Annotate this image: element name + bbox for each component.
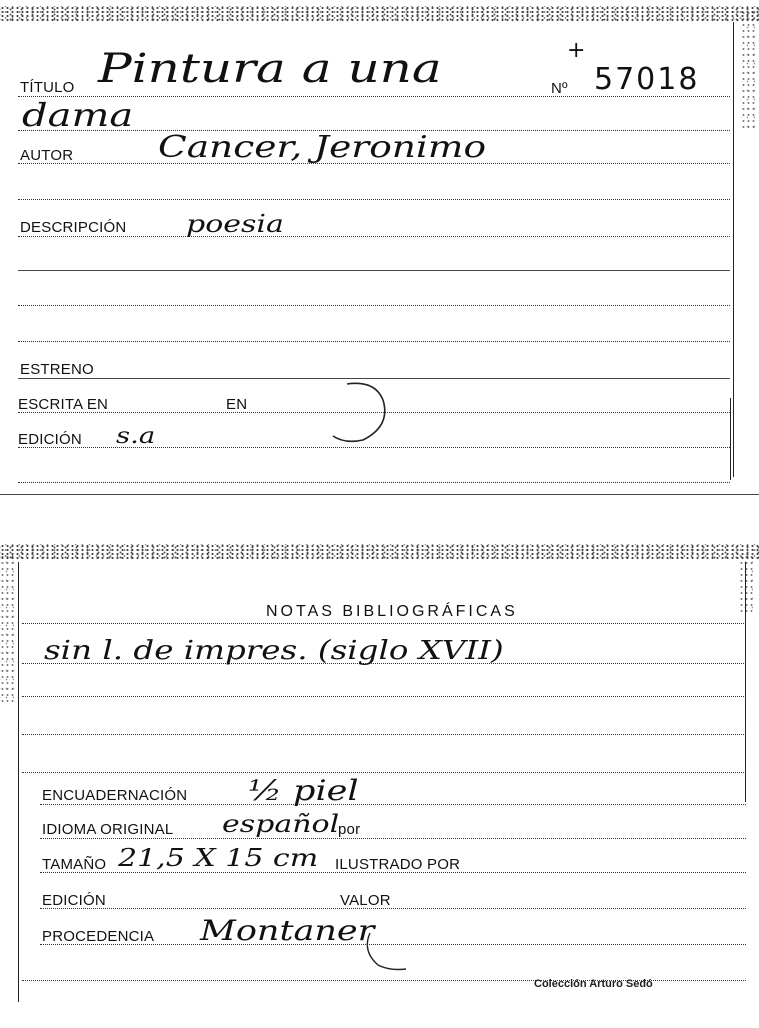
- notes-rule: [22, 623, 746, 624]
- notes-heading: NOTAS BIBLIOGRÁFICAS: [266, 603, 518, 620]
- binding-value: ½ piel: [248, 774, 359, 807]
- card-bottom-edge: [0, 494, 759, 495]
- description-rule-4: [18, 341, 730, 342]
- card-edge-texture: [741, 10, 755, 130]
- original-language-label: IDIOMA ORIGINAL: [42, 821, 174, 838]
- card-edge-texture: [0, 544, 759, 560]
- edition-label: EDICIÓN: [18, 431, 82, 448]
- notes-rule-5: [22, 772, 746, 773]
- blank-rule: [18, 199, 730, 200]
- notes-rule-4: [22, 734, 746, 735]
- number-mark: +: [567, 38, 588, 63]
- description-rule-2: [18, 270, 730, 271]
- written-in-place-label: EN: [226, 396, 248, 413]
- binding-label: ENCUADERNACIÓN: [42, 787, 188, 804]
- card-border-right: [745, 562, 746, 802]
- number-label: Nº: [551, 80, 568, 97]
- notes-rule-3: [22, 696, 746, 697]
- catalog-card-front: [0, 0, 759, 495]
- premiere-label: ESTRENO: [20, 361, 94, 378]
- description-value: poesia: [186, 210, 284, 238]
- bottom-rule: [18, 482, 730, 483]
- notes-value: sin l. de impres. (siglo XVII): [44, 636, 504, 666]
- author-label: AUTOR: [20, 147, 74, 164]
- size-label: TAMAÑO: [42, 856, 107, 873]
- card-border-left: [18, 562, 19, 1002]
- binding-rule: [40, 804, 746, 805]
- number-value: 57018: [594, 62, 700, 97]
- card-border-right-lower: [730, 398, 731, 480]
- value-label: VALOR: [340, 892, 391, 909]
- card-edge-texture: [739, 554, 753, 614]
- catalog-card-back: [0, 540, 759, 1028]
- edition-value: s.a: [116, 424, 156, 449]
- title-value: Pintura a una: [98, 46, 442, 92]
- language-rule: [40, 838, 746, 839]
- edition-label: EDICIÓN: [42, 892, 106, 909]
- collection-credit: Colección Arturo Sedó: [534, 978, 653, 990]
- card-edge-texture: [0, 6, 759, 22]
- description-label: DESCRIPCIÓN: [20, 219, 127, 236]
- punch-hole-mark: [325, 378, 390, 448]
- description-rule-3: [18, 305, 730, 306]
- punch-hole-mark: [360, 925, 420, 975]
- by-label: por: [338, 821, 361, 838]
- provenance-value: Montaner: [200, 914, 375, 947]
- original-language-value: español: [222, 810, 340, 838]
- title-label: TÍTULO: [20, 79, 75, 96]
- edition-rule: [40, 908, 746, 909]
- illustrated-by-label: ILUSTRADO POR: [335, 856, 461, 873]
- card-border-right: [733, 22, 734, 477]
- author-value: Cancer, Jeronimo: [158, 130, 487, 165]
- size-value: 21,5 X 15 cm: [118, 844, 319, 872]
- title-value-continued: dama: [22, 96, 134, 134]
- written-in-label: ESCRITA EN: [18, 396, 109, 413]
- description-rule: [18, 236, 730, 237]
- provenance-label: PROCEDENCIA: [42, 928, 155, 945]
- card-edge-texture: [0, 554, 14, 704]
